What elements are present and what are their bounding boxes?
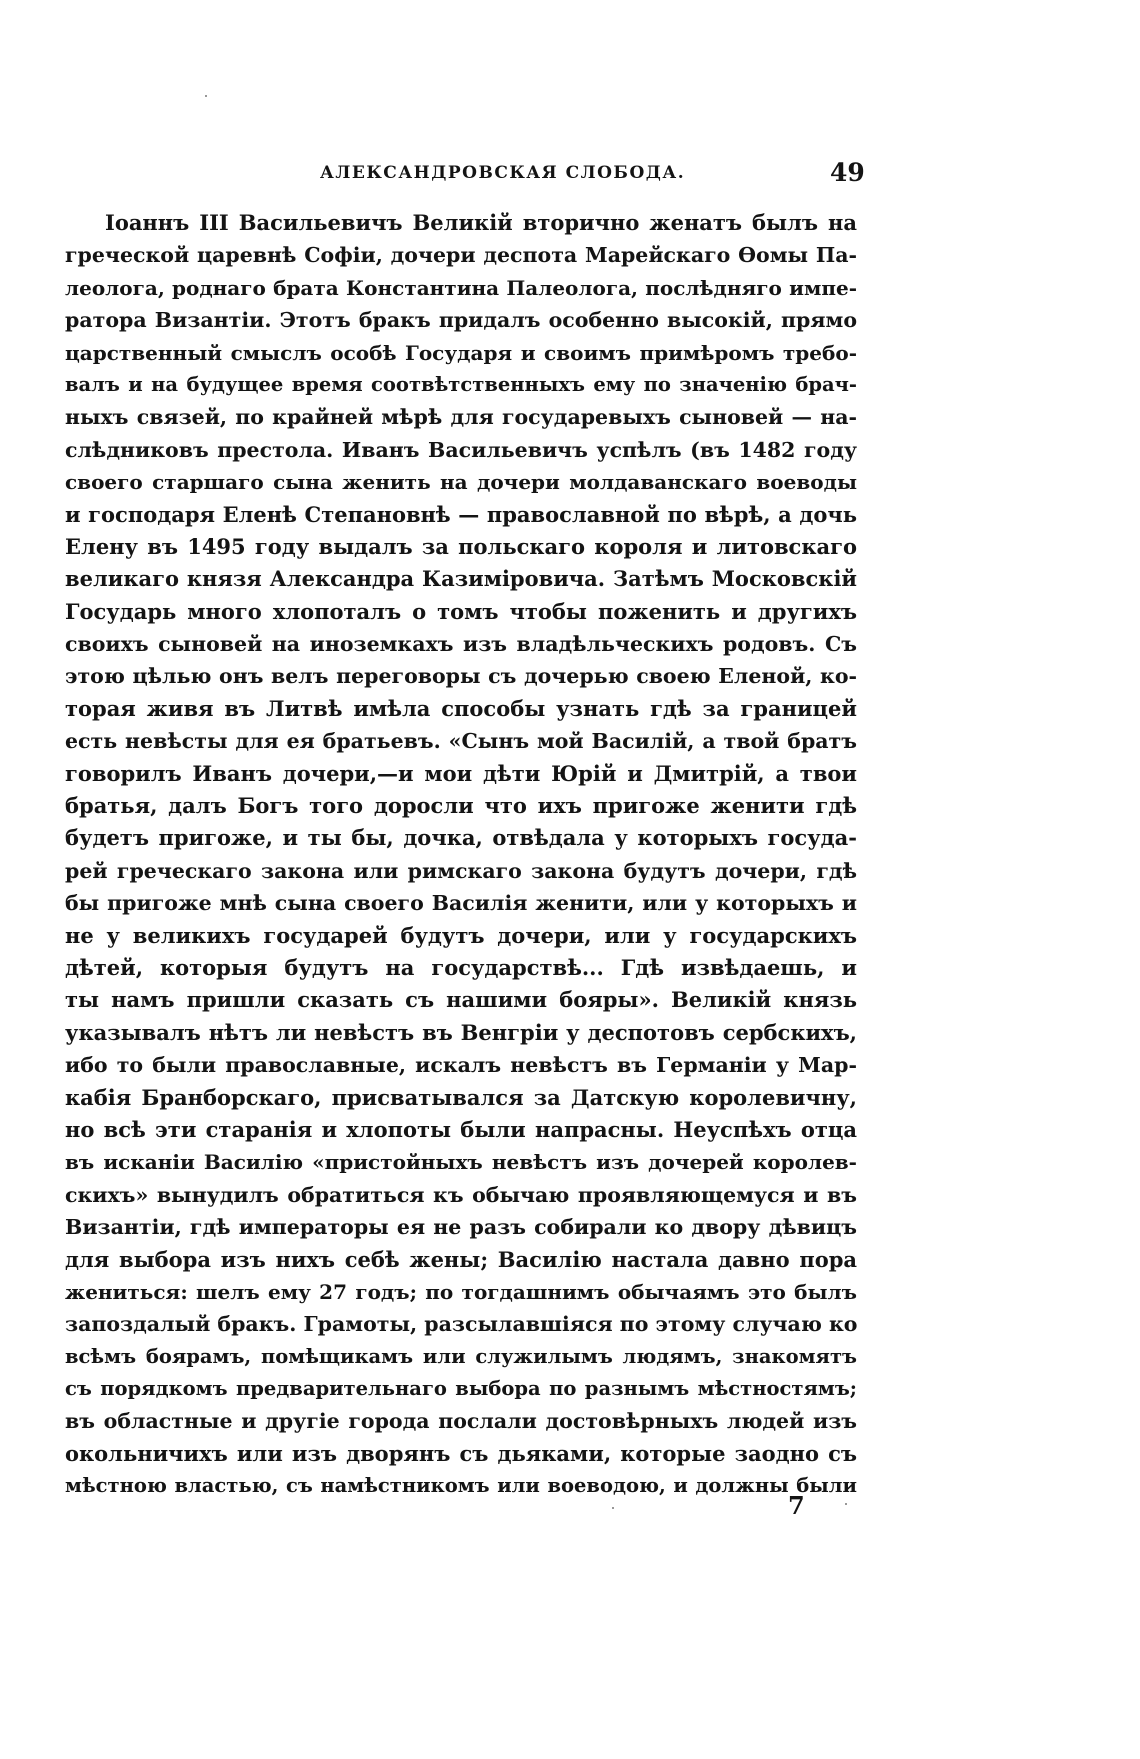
text-line: своихъ сыновей на иноземкахъ изъ владѣльческихъ родовъ. Съ	[65, 632, 857, 657]
signature-mark: 7	[788, 1491, 805, 1520]
text-line: дѣтей, которыя будутъ на государствѣ... Гдѣ извѣдаешь, и	[65, 954, 857, 980]
print-speck	[845, 1503, 847, 1505]
text-line: этою цѣлью онъ велъ переговоры съ дочерью своею Еленой, ко-	[65, 664, 857, 689]
text-line: запоздалый бракъ. Грамоты, разсылавшіяся по этому случаю ко	[65, 1312, 857, 1337]
text-line: окольничихъ или изъ дворянъ съ дьяками, которые заодно съ	[65, 1440, 857, 1466]
text-line: ибо то были православные, искалъ невѣстъ въ Германіи у Мар-	[65, 1053, 857, 1078]
text-line: рей греческаго закона или римскаго закона будутъ дочери, гдѣ	[65, 858, 857, 883]
text-line: съ порядкомъ предварительнаго выбора по разнымъ мѣстностямъ;	[65, 1377, 857, 1401]
text-line: есть невѣсты для ея братьевъ. «Сынъ мой Василій, а твой братъ	[65, 729, 857, 754]
text-line: скихъ» вынудилъ обратиться къ обычаю проявляющемуся и въ	[65, 1182, 857, 1207]
text-line: царственный смыслъ особѣ Государя и своимъ примѣромъ требо-	[65, 340, 857, 365]
text-line: для выбора изъ нихъ себѣ жены; Василію настала давно пора	[65, 1246, 857, 1272]
text-line: торая живя въ Литвѣ имѣла способы узнать гдѣ за границей	[65, 695, 857, 721]
text-line: всѣмъ боярамъ, помѣщикамъ или служилымъ людямъ, знакомятъ	[65, 1344, 857, 1368]
text-line: Іоаннъ III Васильевичъ Великій вторично женатъ былъ на	[105, 210, 857, 235]
text-line: въ областные и другіе города послали достовѣрныхъ людей изъ	[65, 1409, 857, 1434]
text-line: слѣдниковъ престола. Иванъ Васильевичъ успѣлъ (въ 1482 году	[65, 437, 857, 462]
text-line: Государь много хлопоталъ о томъ чтобы поженить и другихъ	[65, 598, 857, 624]
text-line: валъ и на будущее время соотвѣтственныхъ ему по значенію брач-	[65, 372, 857, 396]
running-title: АЛЕКСАНДРОВСКАЯ СЛОБОДА.	[320, 163, 686, 183]
text-line: будетъ пригоже, и ты бы, дочка, отвѣдала у которыхъ госуда-	[65, 825, 857, 851]
text-line: греческой царевнѣ Софіи, дочери деспота Марейскаго Ѳомы Па-	[65, 243, 857, 268]
text-line: мѣстною властью, съ намѣстникомъ или воеводою, и должны были	[65, 1474, 857, 1498]
text-line: бы пригоже мнѣ сына своего Василія женити, или у которыхъ и	[65, 891, 857, 916]
page-number: 49	[830, 158, 865, 187]
text-line: Византіи, гдѣ императоры ея не разъ собирали ко двору дѣвицъ	[65, 1215, 857, 1240]
text-line: леолога, роднаго брата Константина Палеолога, послѣдняго импе-	[65, 275, 857, 300]
body-text	[65, 207, 857, 1503]
text-line: но всѣ эти старанія и хлопоты были напрасны. Неуспѣхъ отца	[65, 1116, 857, 1142]
text-line: кабія Бранборскаго, присватывался за Датскую королевичну,	[65, 1084, 857, 1110]
text-line: ты намъ пришли сказать съ нашими бояры». Великій князь	[65, 987, 857, 1013]
text-line: говорилъ Иванъ дочери,—и мои дѣти Юрій и Дмитрій, а твои	[65, 760, 857, 786]
text-line: великаго князя Александра Казиміровича. Затѣмъ Московскій	[65, 566, 857, 592]
text-line: указывалъ нѣтъ ли невѣстъ въ Венгріи у деспотовъ сербскихъ,	[65, 1019, 857, 1045]
text-line: жениться: шелъ ему 27 годъ; по тогдашнимъ обычаямъ это былъ	[65, 1279, 857, 1304]
text-line: не у великихъ государей будутъ дочери, или у государскихъ	[65, 922, 857, 948]
print-speck	[205, 95, 207, 97]
text-line: своего старшаго сына женить на дочери молдаванскаго воеводы	[65, 470, 857, 495]
text-line: Елену въ 1495 году выдалъ за польскаго короля и литовскаго	[65, 533, 857, 559]
text-line: братья, далъ Богъ того доросли что ихъ пригоже женити гдѣ	[65, 793, 857, 819]
text-line: ратора Византіи. Этотъ бракъ придалъ особенно высокій, прямо	[65, 308, 857, 333]
print-speck	[612, 1507, 614, 1509]
text-line: ныхъ связей, по крайней мѣрѣ для государевыхъ сыновей — на-	[65, 405, 857, 430]
text-line: и господаря Еленѣ Степановнѣ — православной по вѣрѣ, а дочь	[65, 501, 857, 527]
text-line: въ исканіи Василію «пристойныхъ невѣстъ изъ дочерей королев-	[65, 1150, 857, 1175]
